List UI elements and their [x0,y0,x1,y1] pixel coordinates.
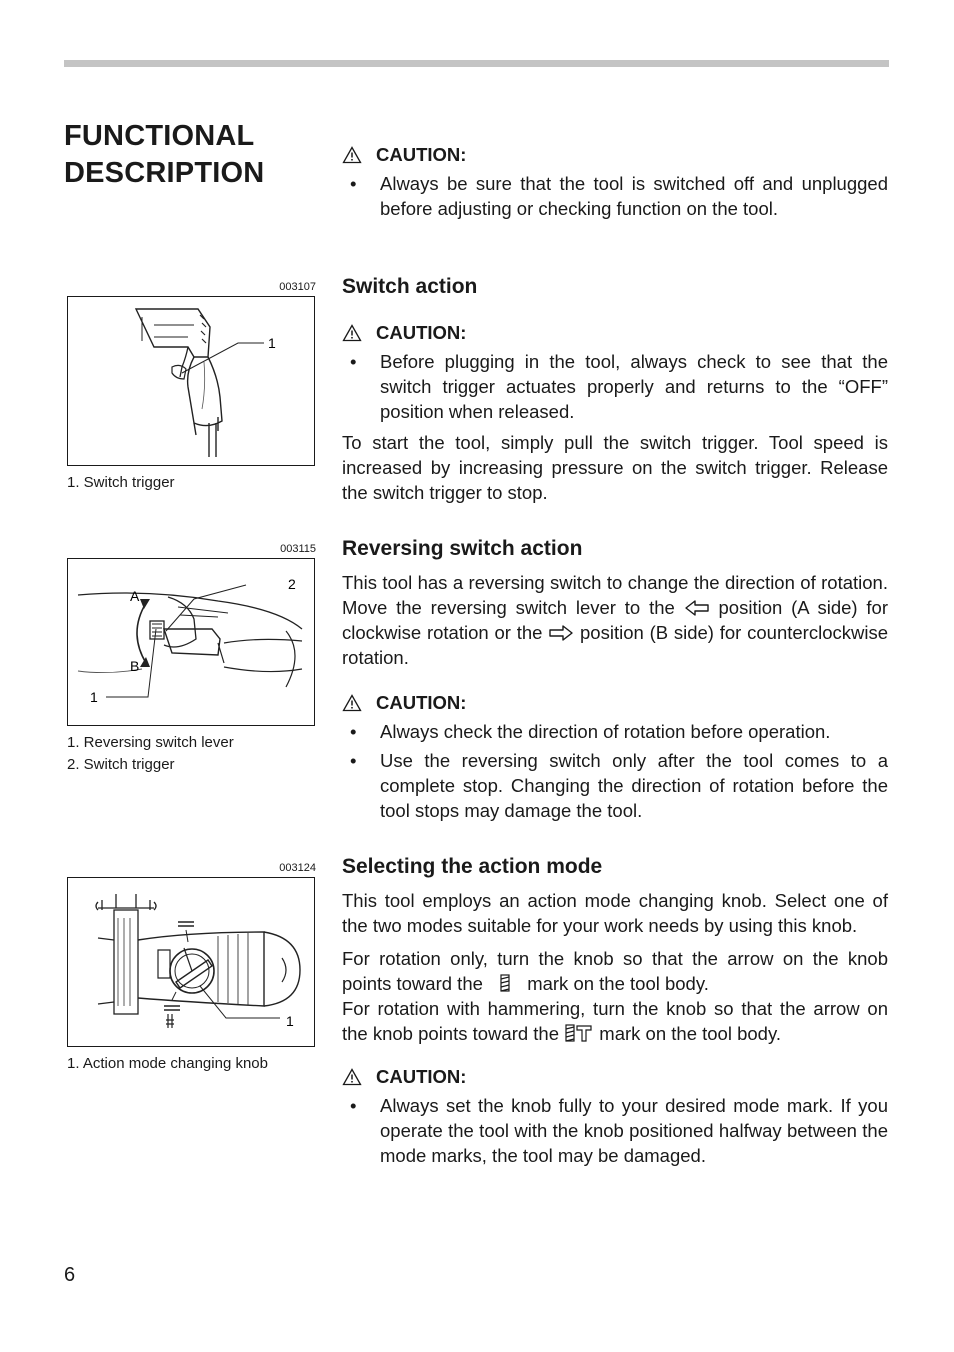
warning-triangle-icon [342,694,362,712]
caution-label: CAUTION: [376,692,467,713]
figure-frame [67,296,315,466]
warning-triangle-icon [342,146,362,164]
figure-code: 003107 [279,281,316,293]
action-mode-section [342,854,888,1172]
caution-heading [342,690,888,715]
caution-heading [342,320,888,345]
rotation-hammer-mark-icon [564,1023,594,1043]
switch-action-section [342,274,888,505]
rotation-only-mark-icon [488,973,522,993]
body-paragraph: To start the tool, simply pull the switch trigger. Tool speed is increased by increasing pressure on the switch trigger. Release the switch trigger to stop. [342,432,888,503]
caution-list [342,719,888,823]
body-text: For rotation with hammering, turn the knob so that the arrow on the knob points toward the [342,998,888,1044]
caution-item: • Always be sure that the tool is switched off and unplugged before adjusting or checking function on the tool. [342,171,888,221]
figure-code: 003115 [280,543,316,555]
caution-label: CAUTION: [376,1066,467,1087]
caution-label: CAUTION: [376,322,467,343]
body-paragraph: This tool employs an action mode changing knob. Select one of the two modes suitable for your work needs by using this knob. [342,890,888,936]
callout-1: 1 [268,335,276,351]
legend-item: 1. Action mode changing knob [67,1055,268,1072]
figure-frame [67,877,315,1047]
caution-item: • Always set the knob fully to your desired mode mark. If you operate the tool with the knob positioned halfway between the mode marks, the tool may be damaged. [342,1093,888,1168]
figure-code: 003124 [279,862,316,874]
body-text: position (A side) for clockwise rotation or the [342,597,889,643]
figure-frame [67,558,315,726]
section-heading: Switch action [342,275,478,298]
callout-a: A [130,588,140,604]
arrow-left-outline-icon [684,599,710,617]
body-text: mark on the tool body. [599,1023,781,1044]
section-heading: Reversing switch action [342,537,583,560]
title-line-2: DESCRIPTION [64,157,265,189]
legend-item: 1. Switch trigger [67,474,175,491]
mode-knob-illustration [68,878,313,1045]
figure-action-mode-knob [64,861,316,1075]
body-text: mark on the tool body. [527,973,709,994]
body-text: This tool has a reversing switch to change the direction of rotation. Move the reversing switch lever to the [342,572,888,618]
top-rule [64,60,889,67]
page-title [64,118,324,192]
arrow-right-outline-icon [548,624,574,642]
section-heading: Selecting the action mode [342,855,603,878]
callout-b: B [130,658,140,674]
callout-2: 2 [288,576,296,592]
figure-legend [67,732,316,776]
caution-item: • Always check the direction of rotation before operation. [342,719,888,744]
page-number: 6 [64,1264,76,1286]
reversing-lever-illustration [68,559,313,724]
body-text: position (B side) for counterclockwise rotation. [342,622,889,668]
warning-triangle-icon [342,1068,362,1086]
legend-item: 2. Switch trigger [67,756,175,773]
figure-legend [67,1053,316,1075]
caution-item: • Use the reversing switch only after the tool comes to a complete stop. Changing the direction of rotation before the tool stops may damage the tool. [342,748,888,823]
caution-label: CAUTION: [376,144,467,165]
callout-1: 1 [90,689,98,705]
warning-triangle-icon [342,324,362,342]
drill-grip-illustration [68,297,313,464]
figure-switch-trigger [64,280,316,494]
reversing-switch-section [342,536,888,827]
caution-list [342,349,888,424]
figure-legend [67,472,316,494]
legend-item: 1. Reversing switch lever [67,734,234,751]
caution-list [342,1093,888,1168]
caution-item: • Before plugging in the tool, always check to see that the switch trigger actuates properly and returns to the “OFF” position when released. [342,349,888,424]
caution-heading [342,142,888,167]
figure-reversing-switch [64,542,316,776]
caution-list [342,171,888,221]
body-paragraph [342,570,888,670]
callout-1: 1 [286,1013,294,1029]
body-paragraph [342,946,888,1046]
body-text: For rotation only, turn the knob so that the arrow on the knob points toward the [342,948,888,994]
intro-caution-block [342,142,888,225]
caution-heading [342,1064,888,1089]
title-line-1: FUNCTIONAL [64,120,255,152]
